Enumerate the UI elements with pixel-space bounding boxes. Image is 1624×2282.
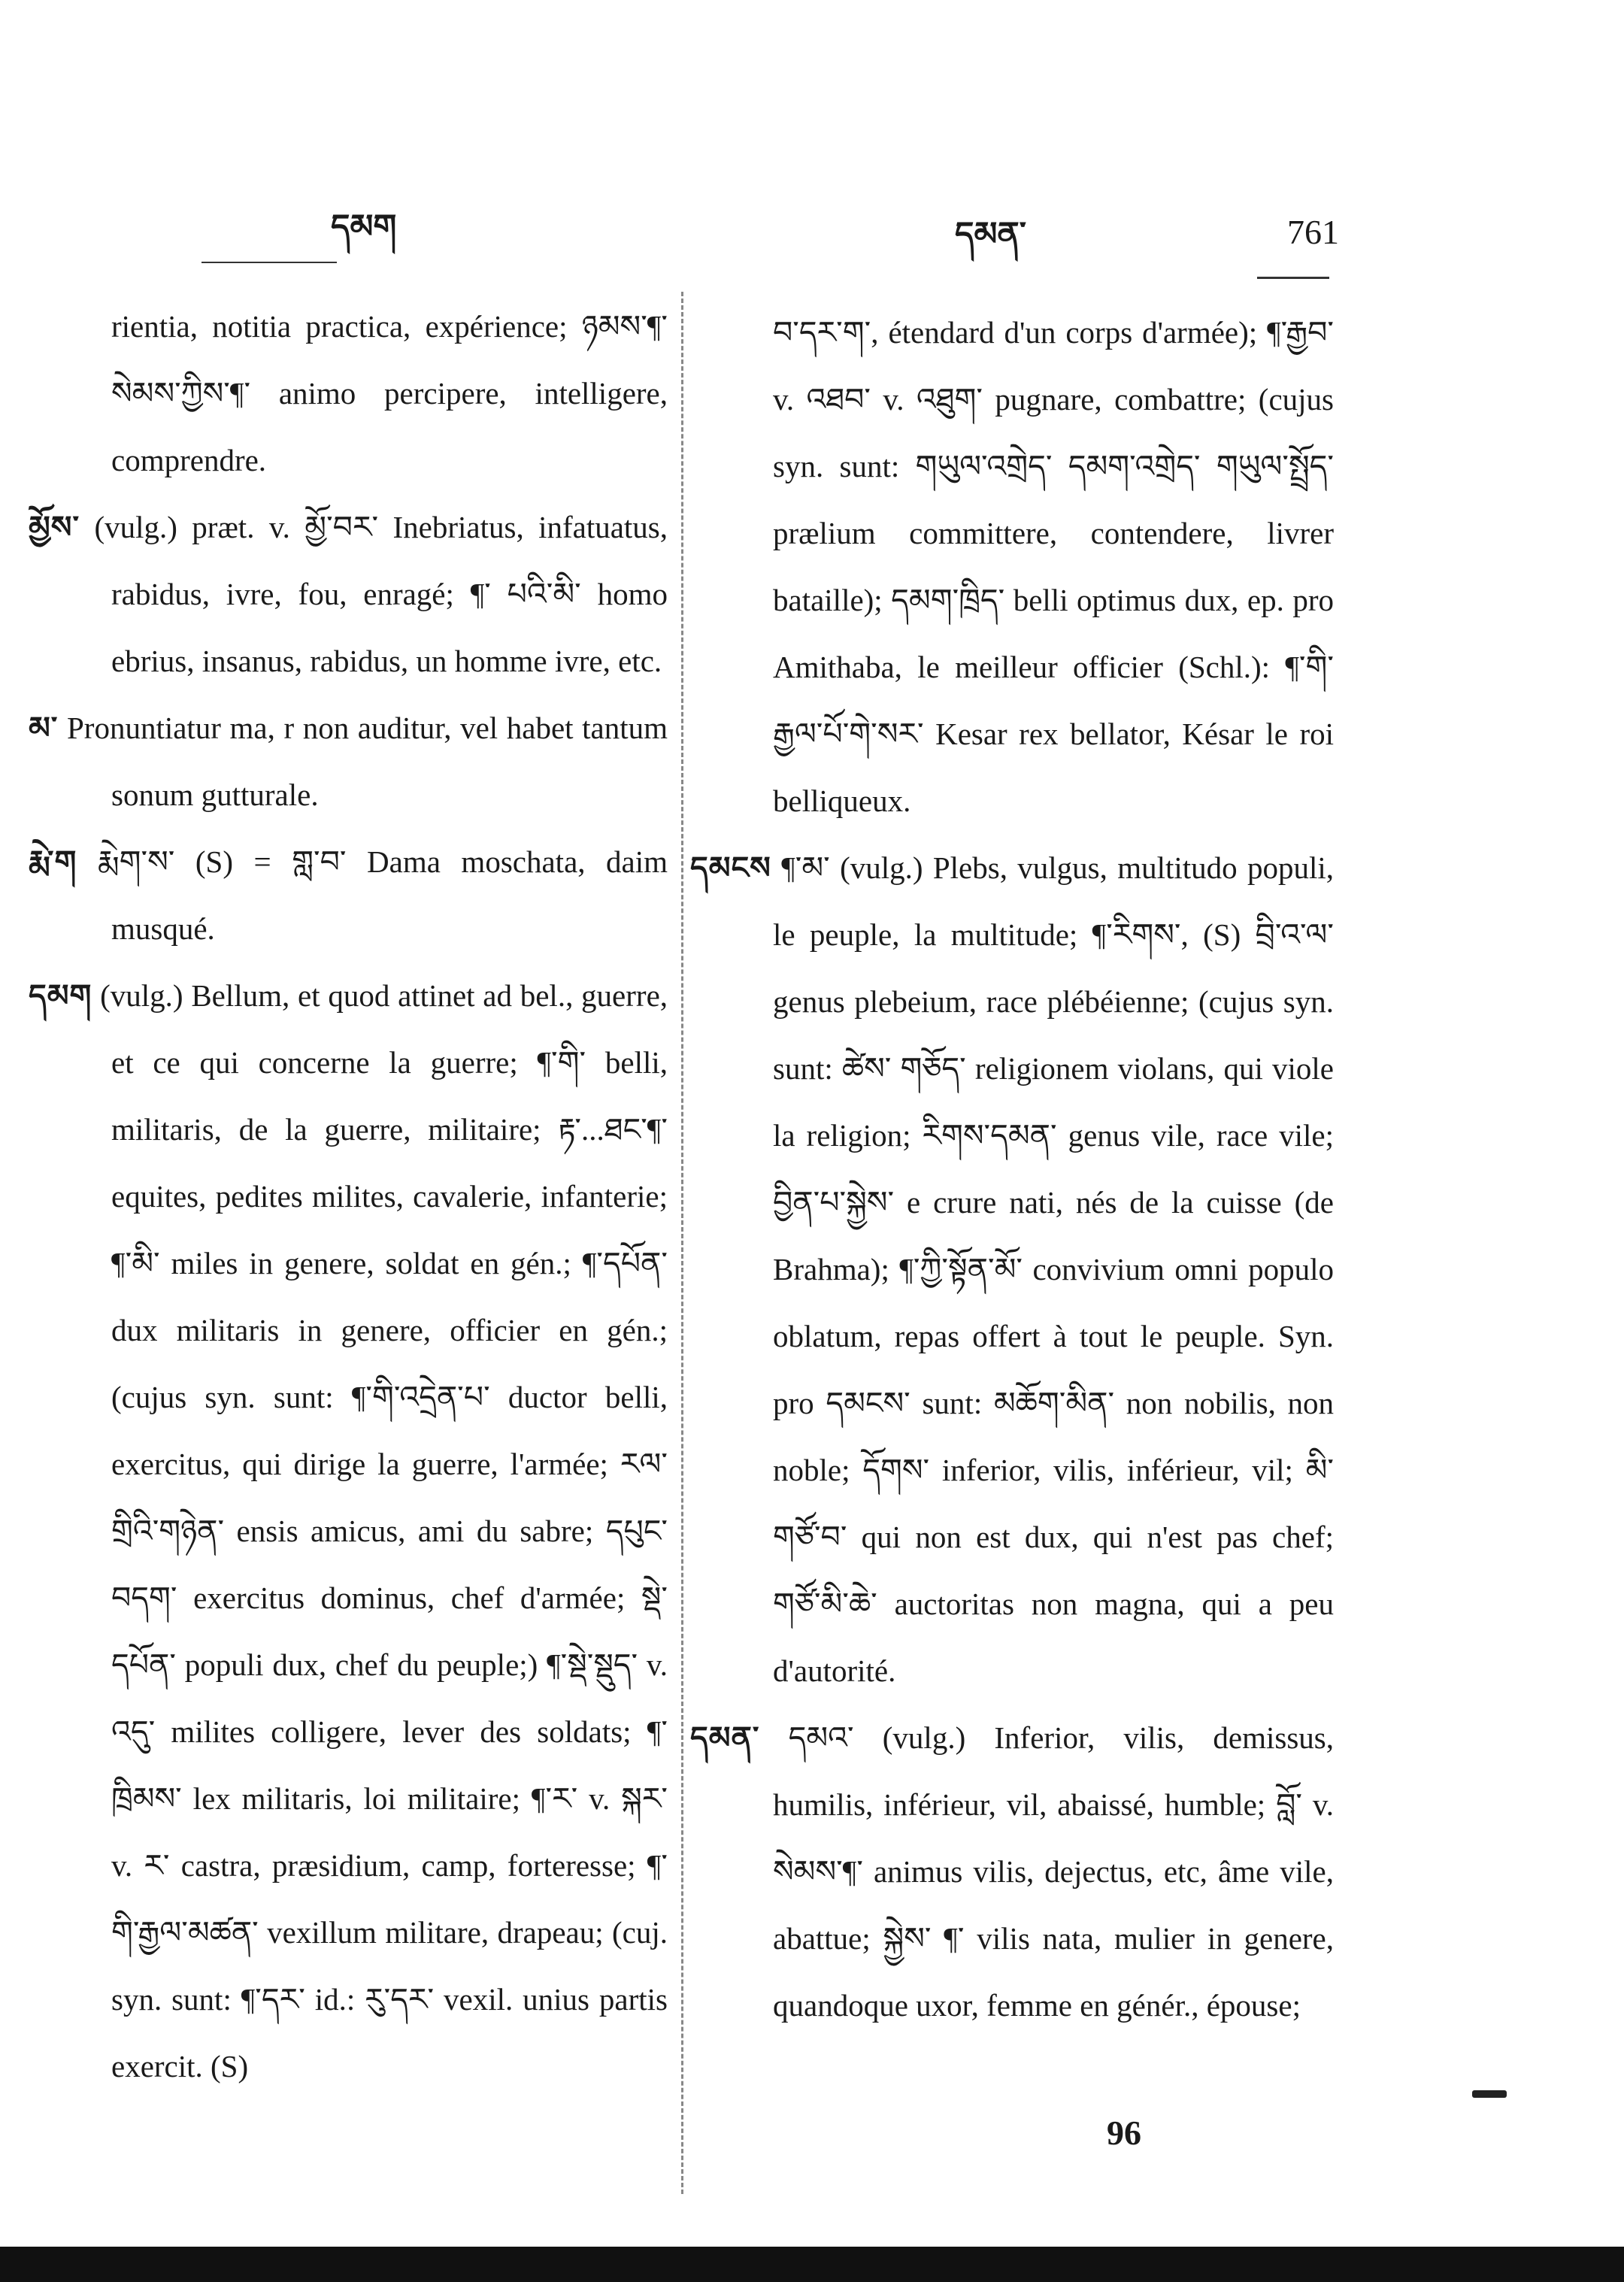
right-column [690,299,1334,2039]
entry [690,1705,1334,2039]
entry-text: (vulg.) præt. v. མྱོ་བར་ Inebriatus, infatuatus, rabidus, ivre, fou, enragé; ¶་ པའི་མི་ homo ebrius, insanus, rabidus, un homme ivre, etc. [94,510,668,678]
entry-text: ¶་མ་ (vulg.) Plebs, vulgus, multitudo populi, le peuple, la multitude; ¶་རིགས་, (S) བྲི་འ་ལ་ genus plebeium, race plébéienne; (cujus syn. sunt: ཚེས་ གཅོད་ religionem violans, qui viole la religion; རིགས་དམན་ genus vile, race vile; བྱིན་པ་སྐྱེས་ e crure nati, nés de la cuisse (de Brahma); ¶་ཀྱི་སྟོན་མོ་ convivium omni populo oblatum, repas offert à tout le peuple. Syn. pro དམངས་ sunt: མཆོག་མིན་ non nobilis, non noble; དོགས་ inferior, vilis, inférieur, vil; མི་གཙོ་བ་ qui non est dux, qui n'est pas chef; གཙོ་མི་ཆེ་ auctoritas non magna, qui a peu d'autorité. [773,850,1334,1688]
margin-mark [1472,2090,1507,2098]
entry-text: དམའ་ (vulg.) Inferior, vilis, demissus, humilis, inférieur, vil, abaissé, humble; བློ་ v. སེམས་¶་ animus vilis, dejectus, etc, âme vile, abattue; སྐྱེས་ ¶་ vilis nata, mulier in genere, quandoque uxor, femme en génér., épouse; [773,1720,1335,2023]
right-head-rule [1257,277,1329,279]
entry-headword: རྨེ་ག [29,844,77,879]
entry [29,695,668,829]
entry-text: བ་དར་ག་, étendard d'un corps d'armée); ¶་རྒྱབ་ v. འཐབ་ v. འཐུག་ pugnare, combattre; (cujus syn. sunt: གཡུལ་འགྲེད་ དམག་འགྲེད་ གཡུལ་སྤྲོད་ prælium committere, contendere, livrer bataille); དམག་ཁྲིད་ belli optimus dux, ep. pro Amithaba, le meilleur officier (Schl.): ¶་གི་རྒྱལ་པོ་གེ་སར་ Kesar rex bellator, Késar le roi belliqueux. [773,315,1334,818]
entry-text: རྨེག་ས་ (S) = གླ་བ་ Dama moschata, daim musqué. [97,844,668,946]
page-number-top: 761 [1287,213,1339,251]
entry-headword: དམངས [690,850,771,885]
page-number-bottom: 96 [1107,2114,1141,2152]
entry [690,835,1334,1705]
scan-edge-bar [0,2247,1624,2282]
entry [29,962,668,2100]
left-column [29,293,668,2100]
entry-text: rientia, notitia practica, expérience; ཉམས་¶་ སེམས་ཀྱིས་¶་ animo percipere, intelligere, comprendre. [111,309,668,477]
column-divider [681,292,685,2194]
entry [29,293,668,494]
left-running-head: དམག [331,208,397,245]
entry [690,299,1334,835]
entry-text: (vulg.) Bellum, et quod attinet ad bel., guerre, et ce qui concerne la guerre; ¶་གི་ belli, militaris, de la guerre, militaire; རྟ་...ཐང་¶་ equites, pedites milites, cavalerie, infanterie; ¶་མི་ miles in genere, soldat en gén.; ¶་དཔོན་ dux militaris in genere, officier en gén.; (cujus syn. sunt: ¶་གི་འདྲེན་པ་ ductor belli, exercitus, qui dirige la guerre, l'armée; རལ་གྲིའི་གཉེན་ ensis amicus, ami du sabre; དཔུང་བདག་ exercitus dominus, chef d'armée; སྡེ་དཔོན་ populi dux, chef du peuple;) ¶་སྡེ་སྡུད་ v. འདུ་ milites colligere, lever des soldats; ¶་ ཁྲིམས་ lex militaris, loi militaire; ¶་ར་ v. སྐར་ v. ར་ castra, præsidium, camp, forteresse; ¶་གི་རྒྱལ་མཚན་ vexillum militare, drapeau; (cuj. syn. sunt: ¶་དར་ id.: རུ་དར་ vexil. unius partis exercit. (S) [100,978,668,2083]
right-running-head: དམན་ [955,216,1026,253]
entry [29,494,668,695]
entry-headword: དམག [29,978,92,1013]
entry-text: Pronuntiatur ma, r non auditur, vel habet tantum sonum gutturale. [66,711,668,812]
entry-headword: དམན་ [690,1720,760,1755]
entry-headword: མྱོས་ [29,510,80,544]
entry-headword: མ་ [29,711,59,745]
left-head-rule [201,262,337,263]
entry [29,829,668,962]
